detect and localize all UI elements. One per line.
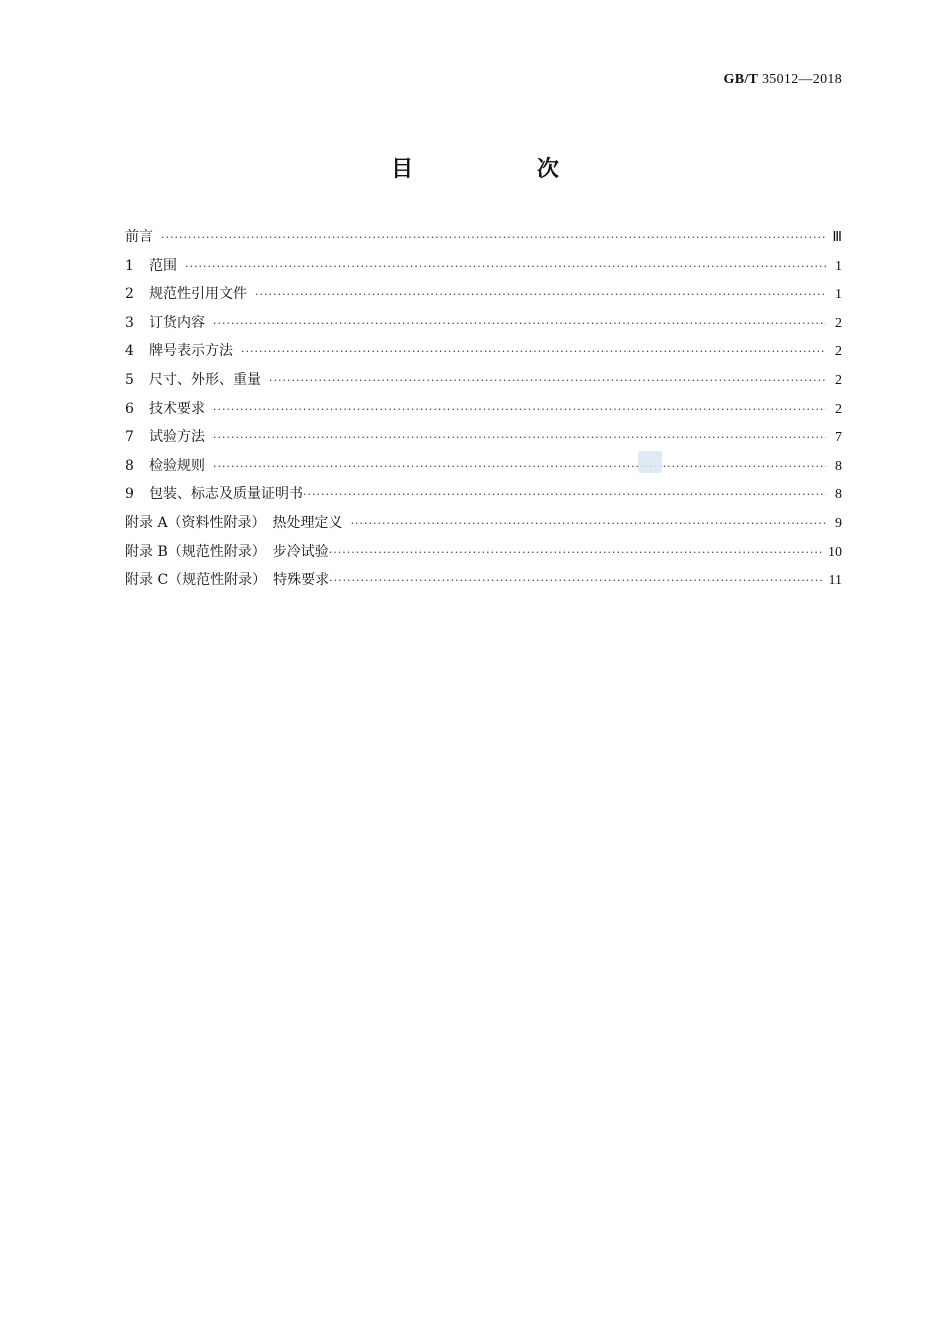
toc-label: 尺寸、外形、重量 [149,371,261,388]
dot-leader [213,317,826,330]
toc-entry-1[interactable] [125,255,842,284]
toc-label: 试验方法 [149,429,205,446]
toc-page-number: 7 [835,430,842,446]
standard-code [724,72,842,88]
toc-page-number: 9 [835,515,842,531]
toc-entry-6[interactable] [125,398,842,427]
toc-label: 附录 A（资料性附录） 热处理定义 [125,514,343,531]
toc-entry-4[interactable] [125,340,842,369]
toc-entry-appendix-a[interactable] [125,512,842,541]
toc-entry-2[interactable] [125,283,842,312]
toc-label: 订货内容 [149,314,205,331]
toc-number: 7 [125,429,134,446]
toc-number: 4 [125,343,134,360]
toc-number: 2 [125,286,134,303]
toc-page-number: 8 [835,487,842,503]
dot-leader [269,374,826,387]
dot-leader [241,345,826,358]
dot-leader [329,574,822,587]
toc-number: 3 [125,314,134,331]
toc-label: 范围 [149,257,177,274]
toc-label: 技术要求 [149,400,205,417]
toc-page-number: 1 [835,287,842,303]
dot-leader [213,431,826,444]
toc-label: 牌号表示方法 [149,343,233,360]
dot-leader [161,231,826,244]
watermark-stamp [638,451,662,473]
standard-prefix: GB/T [723,72,759,87]
toc-label: 附录 B（规范性附录） 步冷试验 [125,543,329,560]
dot-leader [351,517,826,530]
toc-page-number: 11 [828,573,842,589]
dot-leader [185,260,826,273]
toc-number: 8 [125,457,134,474]
toc-label: 附录 C（规范性附录） 特殊要求 [125,572,330,589]
toc-number: 6 [125,400,134,417]
toc-page-number: 2 [835,372,842,388]
toc-entry-3[interactable] [125,312,842,341]
dot-leader [255,288,826,301]
dot-leader [213,460,826,473]
toc-page-number: 10 [828,544,842,560]
toc-label: 包装、标志及质量证明书 [149,486,303,503]
page-title: 目 次 [391,156,617,182]
toc-page-number: 1 [835,258,842,274]
dot-leader [213,403,826,416]
toc-label: 检验规则 [149,457,205,474]
toc-entry-8[interactable] [125,455,842,484]
standard-number: 35012—2018 [762,72,842,87]
toc-entry-appendix-b[interactable] [125,541,842,570]
toc-entry-5[interactable] [125,369,842,398]
toc-page-number: 8 [835,458,842,474]
toc-entry-preface[interactable] [125,226,842,255]
toc-entry-appendix-c[interactable] [125,569,842,598]
toc-number: 1 [125,257,134,274]
toc-page-number: Ⅲ [832,230,842,245]
toc-page-number: 2 [835,344,842,360]
toc-page-number: 2 [835,401,842,417]
toc-page-number: 2 [835,315,842,331]
toc-number: 9 [125,486,134,503]
dot-leader [329,546,822,559]
table-of-contents [125,226,842,598]
dot-leader [303,488,826,501]
toc-number: 5 [125,371,134,388]
toc-entry-9[interactable] [125,483,842,512]
toc-label: 前言 [125,229,153,245]
toc-label: 规范性引用文件 [149,286,247,303]
toc-entry-7[interactable] [125,426,842,455]
